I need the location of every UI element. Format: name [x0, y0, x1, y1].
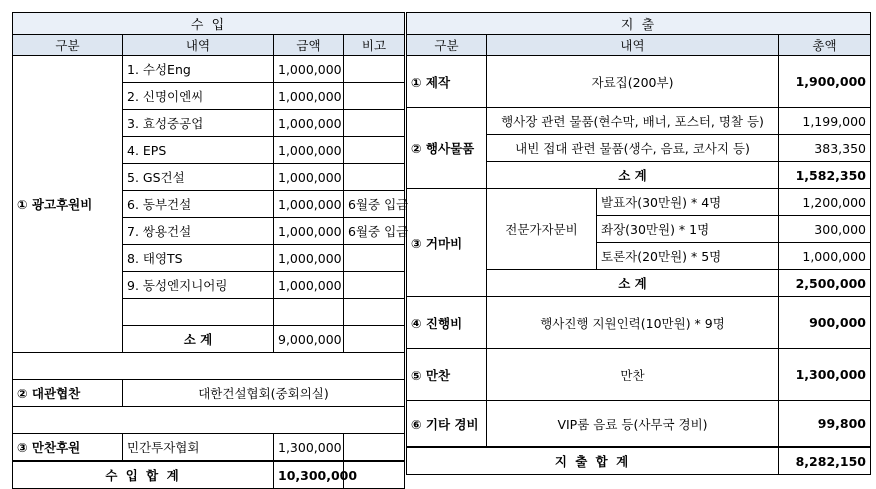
fees-group: 전문가자문비: [487, 189, 597, 270]
cosponsor-detail: 대한건설협회(중회의실): [123, 380, 405, 407]
spacer-row: [13, 407, 405, 434]
ads-item-name: 6. 동부건설: [123, 191, 274, 218]
dinner-category: ⑤ 만찬: [407, 349, 487, 401]
empty-cell: [344, 434, 405, 462]
fees-item-amount: 1,000,000: [779, 243, 871, 270]
dinner-detail: 만찬: [487, 349, 779, 401]
table-row: [13, 407, 405, 434]
table-row: [13, 56, 405, 83]
income-title: 수 입: [13, 13, 405, 35]
table-row: [13, 434, 405, 462]
spacer-row: [13, 353, 405, 380]
ads-item-amount: 1,000,000: [274, 245, 344, 272]
event-subtotal-label: 소 계: [487, 162, 779, 189]
ads-item-note: [344, 56, 405, 83]
fees-item-detail: 발표자(30만원) * 4명: [597, 189, 779, 216]
ads-item-name: 3. 효성중공업: [123, 110, 274, 137]
empty-cell: [344, 326, 405, 353]
ads-category: ① 광고후원비: [13, 56, 123, 353]
ads-subtotal-amount: 9,000,000: [274, 326, 344, 353]
ads-item-note: [344, 164, 405, 191]
event-item-detail: 내빈 접대 관련 물품(생수, 음료, 코사지 등): [487, 135, 779, 162]
other-detail: VIP룸 음료 등(사무국 경비): [487, 401, 779, 448]
table-row: [407, 401, 871, 448]
dinner-amount: 1,300,000: [779, 349, 871, 401]
ads-item-name: 9. 동성엔지니어링: [123, 272, 274, 299]
production-detail: 자료집(200부): [487, 56, 779, 108]
ads-item-amount: 1,000,000: [274, 218, 344, 245]
table-row: [407, 349, 871, 401]
ads-item-note: [344, 245, 405, 272]
fees-item-amount: 1,200,000: [779, 189, 871, 216]
expense-total-amount: 8,282,150: [779, 447, 871, 475]
ads-item-amount: 1,000,000: [274, 83, 344, 110]
ads-item-amount: 1,000,000: [274, 137, 344, 164]
income-total-label: 수 입 합 계: [13, 461, 274, 489]
progress-amount: 900,000: [779, 297, 871, 349]
cosponsor-category: ② 대관협찬: [13, 380, 123, 407]
ads-item-amount: 1,000,000: [274, 191, 344, 218]
event-subtotal-amount: 1,582,350: [779, 162, 871, 189]
table-row: [407, 297, 871, 349]
production-amount: 1,900,000: [779, 56, 871, 108]
production-category: ① 제작: [407, 56, 487, 108]
ads-item-note: [344, 272, 405, 299]
ads-item-name: 5. GS건설: [123, 164, 274, 191]
expense-title: 지 출: [407, 13, 871, 35]
ads-item-name: 7. 쌍용건설: [123, 218, 274, 245]
ads-item-note: 6월중 입금: [344, 218, 405, 245]
ads-item-amount: 1,000,000: [274, 56, 344, 83]
ads-item-note: [344, 137, 405, 164]
fees-item-amount: 300,000: [779, 216, 871, 243]
ads-item-amount: 1,000,000: [274, 110, 344, 137]
empty-cell: [344, 299, 405, 326]
income-header-note: 비고: [344, 35, 405, 56]
progress-category: ④ 진행비: [407, 297, 487, 349]
expense-header-detail: 내역: [487, 35, 779, 56]
table-row: [407, 189, 871, 216]
table-row: [407, 108, 871, 135]
ads-item-name: 1. 수성Eng: [123, 56, 274, 83]
ads-subtotal-label: 소 계: [123, 326, 274, 353]
ads-item-note: [344, 83, 405, 110]
other-amount: 99,800: [779, 401, 871, 448]
expense-header-category: 구분: [407, 35, 487, 56]
dinner-sponsor-category: ③ 만찬후원: [13, 434, 123, 462]
progress-detail: 행사진행 지원인력(10만원) * 9명: [487, 297, 779, 349]
event-item-detail: 행사장 관련 물품(현수막, 배너, 포스터, 명찰 등): [487, 108, 779, 135]
income-header-detail: 내역: [123, 35, 274, 56]
ads-item-amount: 1,000,000: [274, 272, 344, 299]
table-row: [13, 353, 405, 380]
table-row: [407, 56, 871, 108]
event-category: ② 행사물품: [407, 108, 487, 189]
event-item-amount: 383,350: [779, 135, 871, 162]
other-category: ⑥ 기타 경비: [407, 401, 487, 448]
table-row: [13, 461, 405, 489]
fees-item-detail: 토론자(20만원) * 5명: [597, 243, 779, 270]
table-row: [407, 447, 871, 475]
income-header-category: 구분: [13, 35, 123, 56]
expense-header-amount: 총액: [779, 35, 871, 56]
fees-category: ③ 거마비: [407, 189, 487, 297]
ads-item-name: 8. 태영TS: [123, 245, 274, 272]
expense-table: [406, 12, 870, 475]
ads-item-name: 2. 신명이엔씨: [123, 83, 274, 110]
income-header-amount: 금액: [274, 35, 344, 56]
empty-cell: [274, 299, 344, 326]
ads-item-note: [344, 110, 405, 137]
fees-item-detail: 좌장(30만원) * 1명: [597, 216, 779, 243]
fees-subtotal-amount: 2,500,000: [779, 270, 871, 297]
ads-item-name: 4. EPS: [123, 137, 274, 164]
dinner-sponsor-detail: 민간투자협회: [123, 434, 274, 462]
empty-cell: [123, 299, 274, 326]
table-row: [13, 380, 405, 407]
income-total-amount: 10,300,000: [274, 461, 344, 489]
income-table: [12, 12, 409, 489]
dinner-sponsor-amount: 1,300,000: [274, 434, 344, 462]
fees-subtotal-label: 소 계: [487, 270, 779, 297]
event-item-amount: 1,199,000: [779, 108, 871, 135]
expense-total-label: 지 출 합 계: [407, 447, 779, 475]
ads-item-note: 6월중 입금: [344, 191, 405, 218]
ads-item-amount: 1,000,000: [274, 164, 344, 191]
